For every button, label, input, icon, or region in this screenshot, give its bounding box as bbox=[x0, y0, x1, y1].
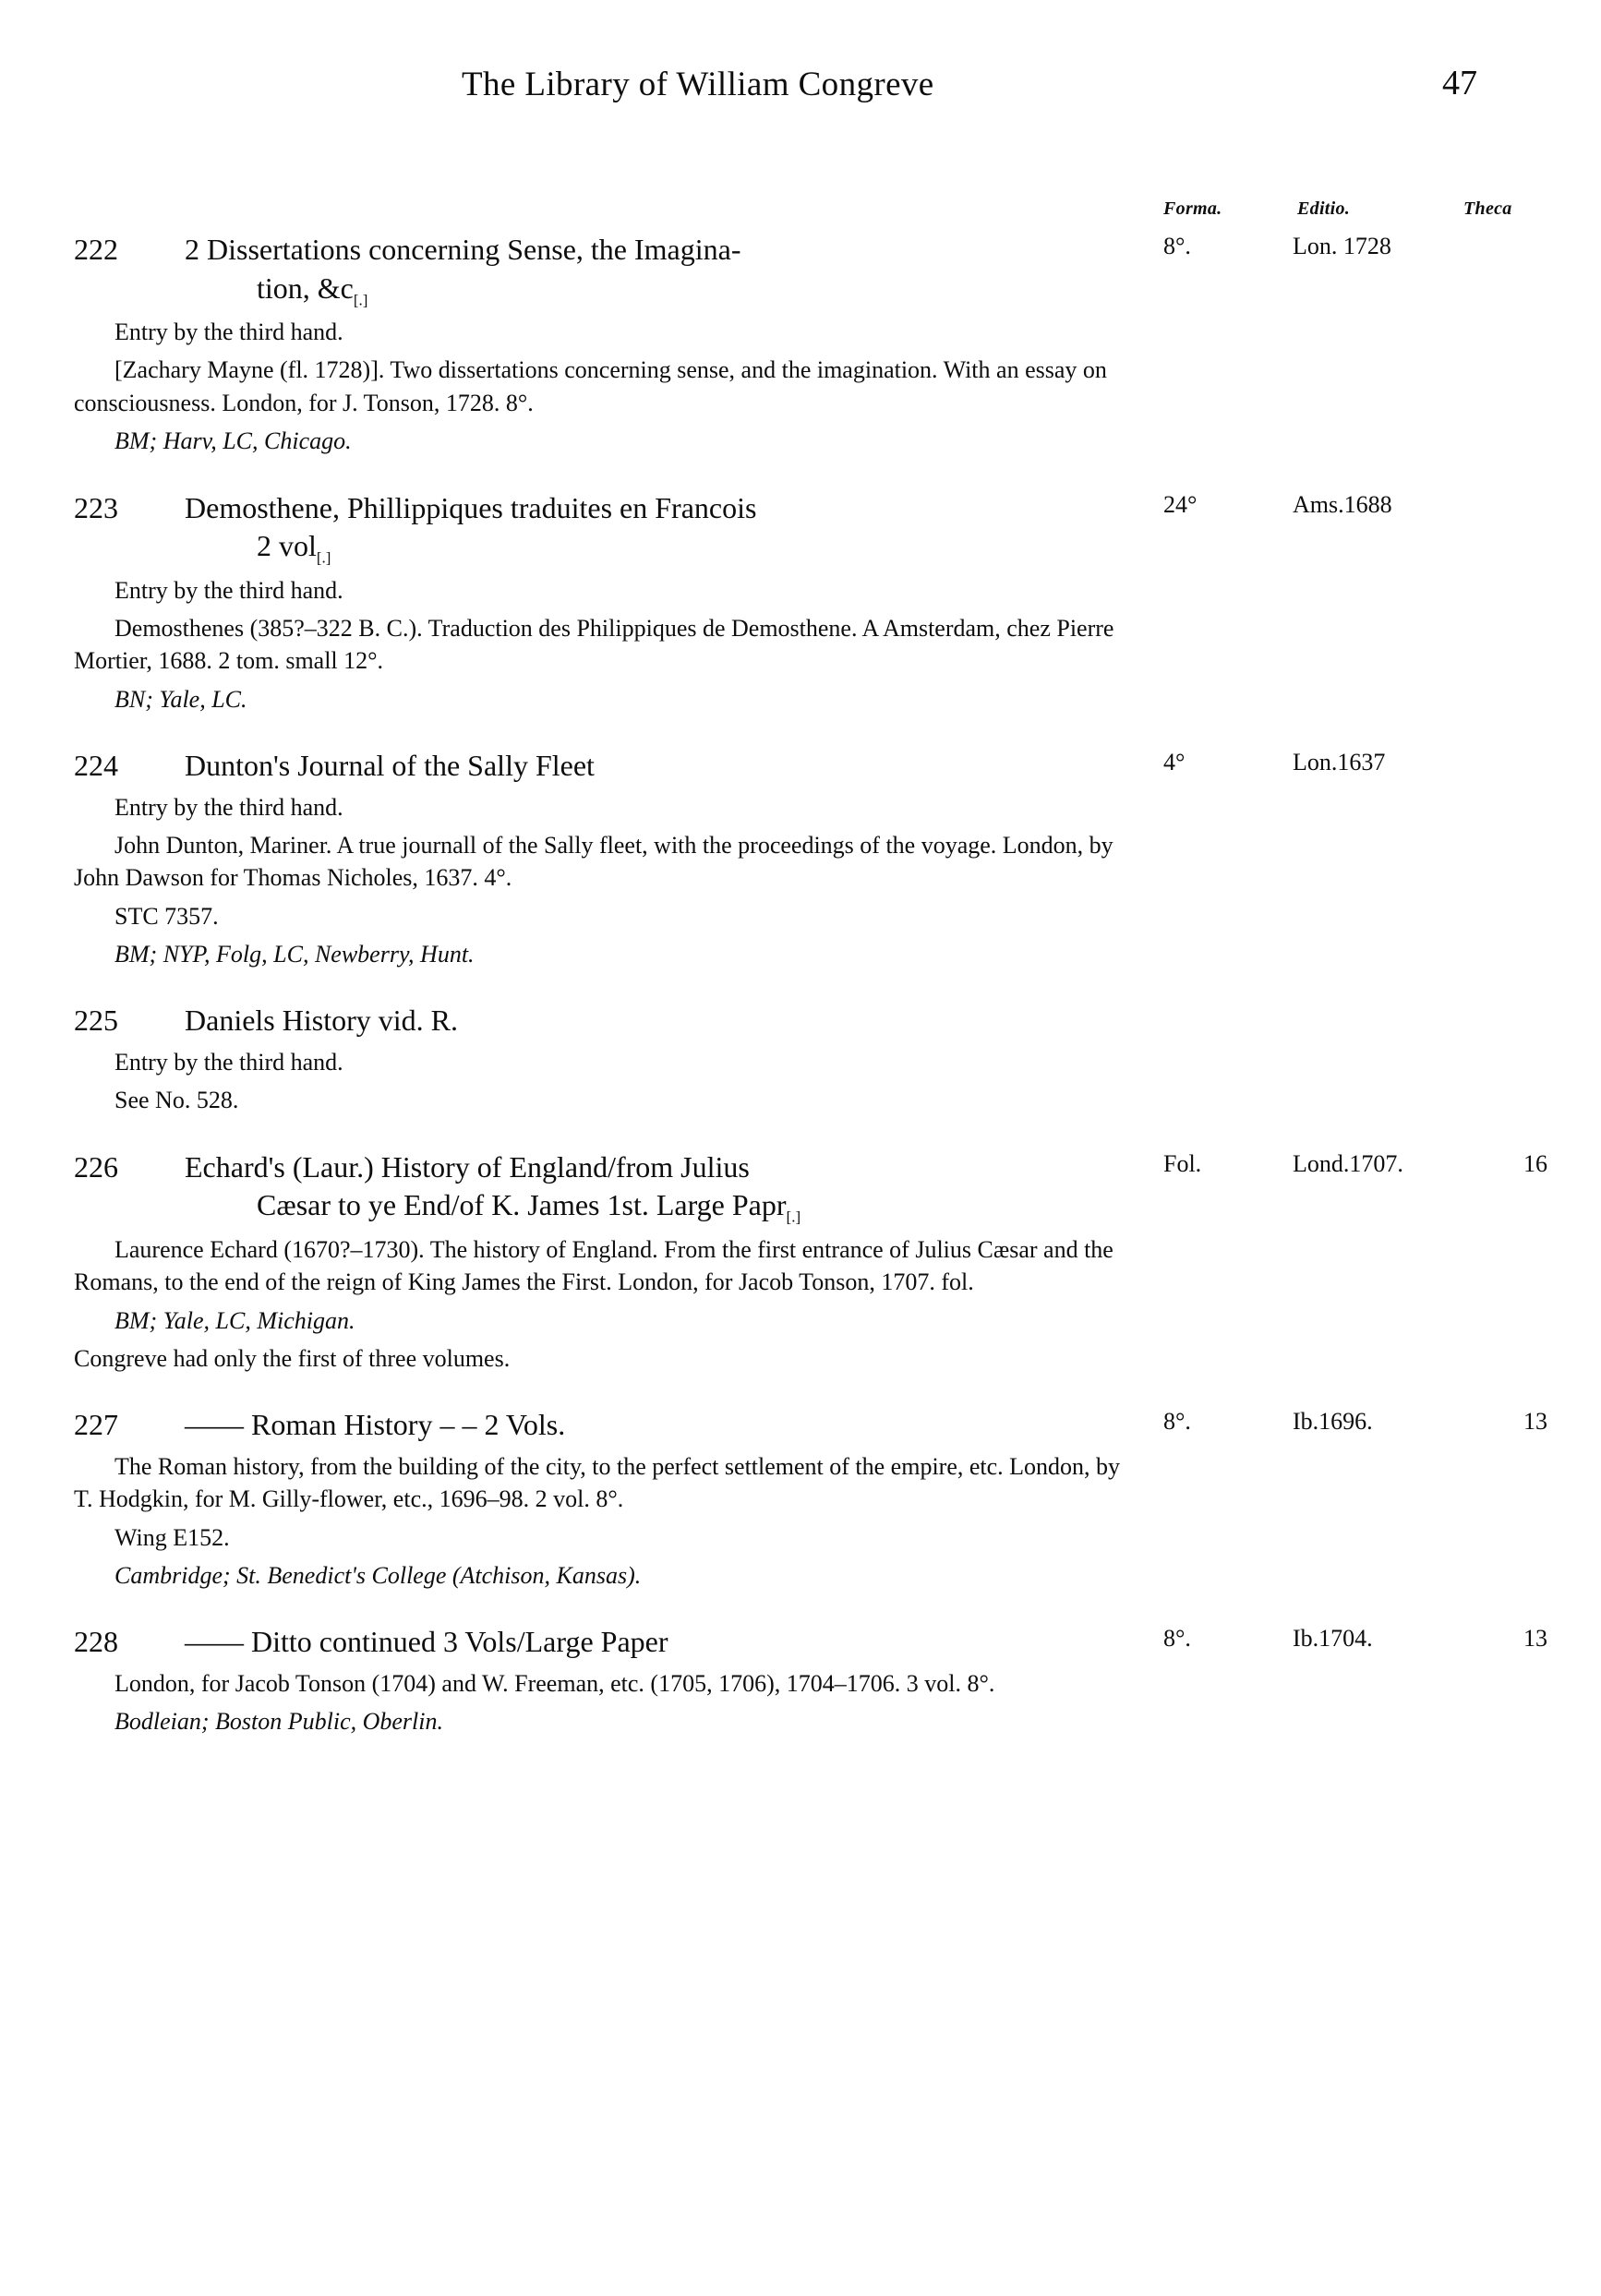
entry-editio: Lond.1707. bbox=[1293, 1149, 1403, 1177]
entry-note: Entry by the third hand. bbox=[114, 319, 343, 346]
entry-editio: Ib.1704. bbox=[1293, 1625, 1373, 1653]
entry-columns bbox=[1163, 1004, 1570, 1040]
entry-main bbox=[74, 231, 1126, 458]
entry-theca: 13 bbox=[1523, 1408, 1547, 1436]
catalogue-entry bbox=[74, 489, 1533, 716]
entry-title-bracket: [.] bbox=[786, 1208, 801, 1226]
entry-title-line-1: Echard's (Laur.) History of England/from Julius bbox=[185, 1149, 750, 1184]
entry-forma: 8°. bbox=[1163, 1408, 1191, 1436]
entry-title bbox=[74, 1406, 1126, 1445]
page-number: 47 bbox=[1442, 64, 1477, 102]
entry-note: Entry by the third hand. bbox=[114, 1049, 343, 1076]
entry-main bbox=[74, 1002, 1126, 1116]
entry-note: [Zachary Mayne (fl. 1728)]. Two dissertations concerning sense, and the imagination. With an essay on consciousness. London, for J. Tonson, 1728. 8°. bbox=[74, 356, 1107, 416]
page-header bbox=[74, 55, 1533, 120]
entry-forma: Fol. bbox=[1163, 1149, 1202, 1177]
entry-columns bbox=[1163, 233, 1570, 270]
entry-editio: Ib.1696. bbox=[1293, 1408, 1373, 1436]
entry-note: Wing E152. bbox=[114, 1523, 230, 1551]
entry-number: 222 bbox=[74, 233, 118, 266]
entry-note: BN; Yale, LC. bbox=[114, 685, 247, 713]
entry-note: The Roman history, from the building of the city, to the perfect settlement of the empire, etc. London, by T. Hodgkin, for M. Gilly-flower, etc., 1696–98. 2 vol. 8°. bbox=[74, 1452, 1121, 1513]
entry-title-line-1: Dunton's Journal of the Sally Fleet bbox=[185, 749, 595, 783]
entry-title-line-1: Daniels History vid. R. bbox=[185, 1004, 458, 1038]
entry-note: See No. 528. bbox=[114, 1087, 239, 1114]
entry-note: Bodleian; Boston Public, Oberlin. bbox=[114, 1708, 444, 1736]
entry-note: BM; NYP, Folg, LC, Newberry, Hunt. bbox=[114, 941, 475, 968]
catalogue-entry bbox=[74, 1148, 1547, 1376]
entry-editio: Lon.1637 bbox=[1293, 749, 1386, 776]
entry-title-line-2 bbox=[185, 270, 1126, 310]
entry-columns bbox=[1163, 1625, 1570, 1662]
entry-title-bracket: [.] bbox=[353, 290, 368, 308]
entry-title bbox=[74, 1623, 1126, 1662]
catalogue-entry bbox=[74, 231, 1533, 458]
column-heading-editio: Editio. bbox=[1297, 198, 1351, 219]
entry-main bbox=[74, 489, 1126, 716]
entry-number: 227 bbox=[74, 1408, 118, 1442]
entry-forma: 24° bbox=[1163, 490, 1198, 518]
running-title: The Library of William Congreve bbox=[462, 66, 934, 103]
entry-title bbox=[74, 747, 1126, 786]
entry-theca: 16 bbox=[1523, 1149, 1547, 1177]
entry-number: 225 bbox=[74, 1004, 118, 1038]
entry-forma: 8°. bbox=[1163, 233, 1191, 259]
entry-note: STC 7357. bbox=[114, 902, 219, 930]
catalogue-entry bbox=[74, 1623, 1547, 1737]
catalogue-entry bbox=[74, 1406, 1547, 1592]
entry-title-line-1: —— Roman History – – 2 Vols. bbox=[185, 1408, 566, 1442]
entry-forma: 8°. bbox=[1163, 1625, 1191, 1653]
entry-number: 224 bbox=[74, 749, 118, 783]
entry-number: 228 bbox=[74, 1625, 118, 1659]
catalogue-entry-list bbox=[74, 231, 1547, 1770]
entry-main bbox=[74, 747, 1126, 970]
entry-note: John Dunton, Mariner. A true journall of the Sally fleet, with the proceedings of the voyage. London, by John Dawson for Thomas Nicholes, 1637. 4°. bbox=[74, 831, 1113, 892]
page-content bbox=[74, 55, 1547, 1736]
entry-title bbox=[74, 231, 1126, 310]
entry-note: Congreve had only the first of three volumes. bbox=[74, 1344, 511, 1372]
entry-columns bbox=[1163, 1408, 1570, 1445]
entry-columns bbox=[1163, 491, 1570, 528]
entry-number: 226 bbox=[74, 1149, 118, 1184]
entry-number: 223 bbox=[74, 490, 118, 524]
catalogue-entry bbox=[74, 1002, 1533, 1116]
entry-title bbox=[74, 489, 1126, 569]
entry-columns bbox=[1163, 749, 1570, 786]
column-heading-theca: Theca bbox=[1463, 198, 1512, 219]
entry-forma: 4° bbox=[1163, 749, 1186, 776]
entry-note: London, for Jacob Tonson (1704) and W. Freeman, etc. (1705, 1706), 1704–1706. 3 vol. 8°. bbox=[114, 1669, 995, 1697]
entry-title-line-1: —— Ditto continued 3 Vols/Large Paper bbox=[185, 1625, 668, 1659]
entry-title-line-1: 2 Dissertations concerning Sense, the Imagina- bbox=[185, 233, 741, 266]
entry-editio: Lon. 1728 bbox=[1293, 233, 1391, 259]
entry-title-line-2-text: Cæsar to ye End/of K. James 1st. Large Papr bbox=[257, 1188, 787, 1222]
entry-title-line-2-text: tion, &c bbox=[257, 270, 354, 305]
entry-title-line-2 bbox=[185, 527, 1126, 568]
column-heading-forma: Forma. bbox=[1163, 198, 1222, 219]
entry-theca: 13 bbox=[1523, 1625, 1547, 1653]
entry-note: BM; Yale, LC, Michigan. bbox=[114, 1306, 355, 1334]
entry-note: Demosthenes (385?–322 B. C.). Traduction des Philippiques de Demosthene. A Amsterdam, chez Pierre Mortier, 1688. 2 tom. small 12°. bbox=[74, 614, 1114, 675]
entry-main bbox=[74, 1148, 1126, 1376]
entry-title bbox=[74, 1148, 1126, 1228]
entry-note: Entry by the third hand. bbox=[114, 793, 343, 821]
entry-main bbox=[74, 1406, 1126, 1592]
entry-editio: Ams.1688 bbox=[1293, 490, 1392, 518]
entry-title-line-2 bbox=[185, 1186, 1126, 1227]
entry-note: Cambridge; St. Benedict's College (Atchison, Kansas). bbox=[114, 1561, 642, 1589]
entry-title-line-1: Demosthene, Phillippiques traduites en Francois bbox=[185, 490, 757, 524]
entry-title-line-2-text: 2 vol bbox=[257, 529, 317, 563]
entry-title-bracket: [.] bbox=[316, 548, 331, 567]
entry-note: Laurence Echard (1670?–1730). The history of England. From the first entrance of Julius Cæsar and the Romans, to the end of the reign of King James the First. London, for Jacob Tonson, 1707. fol. bbox=[74, 1235, 1113, 1296]
entry-main bbox=[74, 1623, 1126, 1737]
catalogue-entry bbox=[74, 747, 1533, 970]
entry-note: BM; Harv, LC, Chicago. bbox=[114, 427, 352, 455]
entry-note: Entry by the third hand. bbox=[114, 576, 343, 604]
entry-columns bbox=[1163, 1150, 1570, 1187]
entry-title bbox=[74, 1002, 1126, 1040]
